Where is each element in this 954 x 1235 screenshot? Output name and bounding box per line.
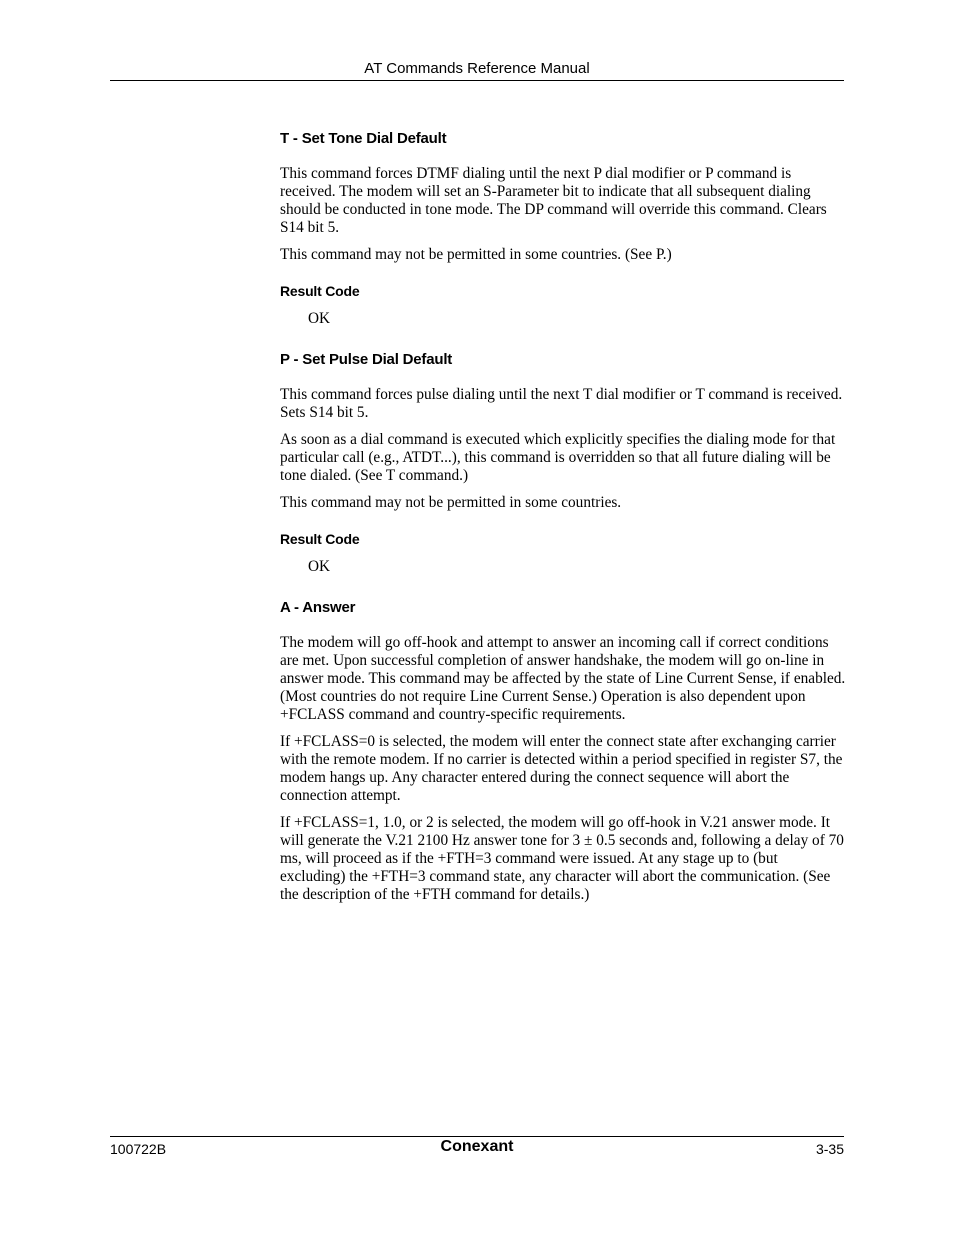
paragraph: This command may not be permitted in some countries.: [280, 494, 622, 511]
paragraph: This command forces pulse dialing until the next T dial modifier or T command is received. Sets S14 bit 5.: [280, 386, 843, 421]
section-answer: [280, 599, 846, 904]
result-code-value: OK: [308, 558, 331, 575]
paragraph: As soon as a dial command is executed which explicitly specifies the dialing mode for that particular call (e.g., ATDT...), this command is overridden so that all future dialing will be tone dialed. (See T command.): [280, 431, 836, 484]
result-code-heading: Result Code: [280, 531, 360, 547]
section-pulse-dial: [280, 351, 846, 576]
main-content: [280, 130, 846, 913]
footer-divider: [110, 1136, 844, 1137]
section-heading: P - Set Pulse Dial Default: [280, 351, 453, 368]
result-code-heading: Result Code: [280, 283, 360, 299]
section-heading: A - Answer: [280, 599, 356, 616]
paragraph: This command may not be permitted in some countries. (See P.): [280, 246, 672, 263]
paragraph: This command forces DTMF dialing until the next P dial modifier or P command is received. The modem will set an S-Parameter bit to indicate that all subsequent dialing should be conducted in tone mode. The DP command will override this command. Clears S14 bit 5.: [280, 165, 827, 236]
footer-page-number: 3-35: [815, 1141, 844, 1157]
paragraph: The modem will go off-hook and attempt to answer an incoming call if correct conditions are met. Upon successful completion of answer handshake, the modem will go on-line in answer mode. This command may be affected by the state of Line Current Sense, if enabled. (Most countries do not require Line Current Sense.) Operation is also dependent upon +FCLASS command and country-specific requirements.: [280, 634, 846, 723]
section-heading: T - Set Tone Dial Default: [280, 130, 447, 147]
footer-company: Conexant: [440, 1138, 514, 1155]
paragraph: If +FCLASS=0 is selected, the modem will enter the connect state after exchanging carrier with the remote modem. If no carrier is detected within a period specified in register S7, the modem hangs up. Any character entered during the connect sequence will abort the connection attempt.: [280, 733, 843, 804]
header-divider: [110, 80, 844, 81]
page-header-title: AT Commands Reference Manual: [364, 60, 590, 77]
section-tone-dial: [280, 130, 846, 328]
result-code-value: OK: [308, 310, 331, 327]
paragraph: If +FCLASS=1, 1.0, or 2 is selected, the modem will go off-hook in V.21 answer mode. It will generate the V.21 2100 Hz answer tone for 3 ± 0.5 seconds and, following a delay of 70 ms, will proceed as if the +FTH=3 command were issued. At any stage up to (but excluding) the +FTH=3 command state, any character will abort the communication. (See the description of the +FTH command for details.): [280, 814, 844, 903]
footer-doc-number: 100722B: [110, 1141, 167, 1157]
